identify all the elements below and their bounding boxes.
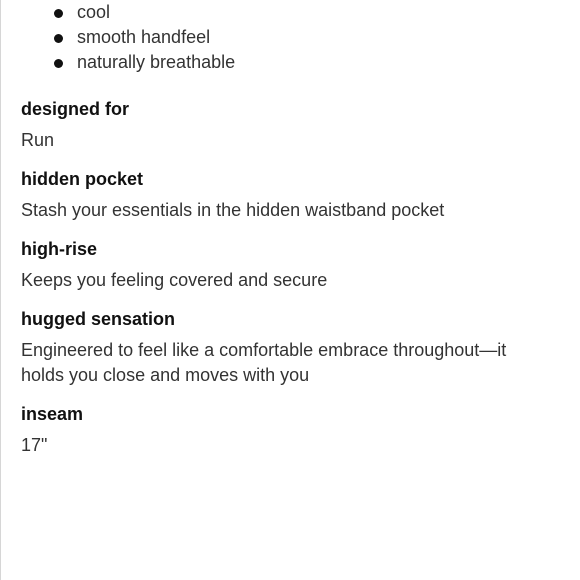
bullet-dot-icon <box>54 59 63 68</box>
feature-description: Run <box>21 130 55 150</box>
feature-description: Stash your essentials in the hidden waistband pocket <box>21 200 445 220</box>
feature-designed-for <box>21 96 561 153</box>
feature-inseam <box>21 401 561 458</box>
feature-list <box>21 96 561 471</box>
feature-title: hidden pocket <box>21 169 144 189</box>
bullet-text: naturally breathable <box>77 52 236 72</box>
feature-title: designed for <box>21 99 130 119</box>
feature-description: Keeps you feeling covered and secure <box>21 270 328 290</box>
bullet-text: smooth handfeel <box>77 27 211 47</box>
bullet-dot-icon <box>54 9 63 18</box>
feature-title: inseam <box>21 404 84 424</box>
feature-hidden-pocket <box>21 166 561 223</box>
fabric-benefits-list <box>1 0 235 75</box>
feature-high-rise <box>21 236 561 293</box>
list-item <box>1 0 235 25</box>
list-item <box>1 25 235 50</box>
feature-title: hugged sensation <box>21 309 176 329</box>
list-item <box>1 50 235 75</box>
feature-title: high-rise <box>21 239 98 259</box>
feature-description: 17" <box>21 435 48 455</box>
feature-hugged-sensation <box>21 306 561 388</box>
bullet-text: cool <box>77 2 111 22</box>
bullet-dot-icon <box>54 34 63 43</box>
feature-description: Engineered to feel like a comfortable embrace throughout—it holds you close and moves with you <box>21 340 507 385</box>
